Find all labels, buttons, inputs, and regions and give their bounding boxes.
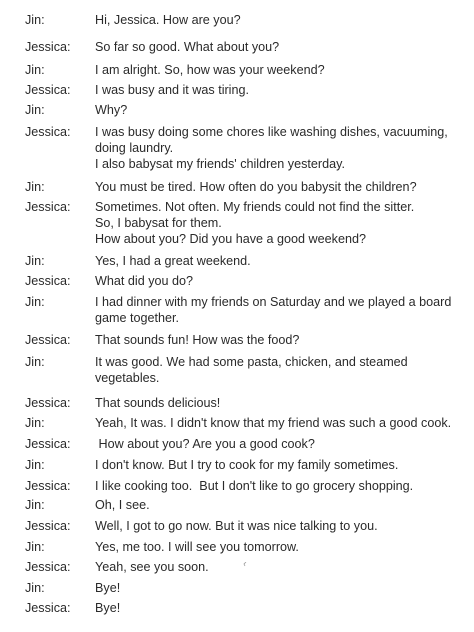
speaker-label: Jessica: — [25, 333, 71, 347]
utterance-line: That sounds delicious! — [95, 396, 221, 410]
speaker-label: Jin: — [25, 581, 45, 595]
utterance-line: So, I babysat for them. — [95, 216, 222, 230]
utterance — [95, 539, 465, 555]
utterance — [95, 253, 465, 269]
utterance — [95, 124, 465, 172]
utterance — [95, 273, 465, 289]
utterance-line: I was busy and it was tiring. — [95, 83, 249, 97]
speaker-label: Jessica: — [25, 479, 71, 493]
utterance — [95, 580, 465, 596]
speaker-label: Jin: — [25, 13, 45, 27]
speaker-label: Jessica: — [25, 40, 71, 54]
utterance — [95, 497, 465, 513]
utterance-line: I was busy doing some chores like washing dishes, vacuuming, — [95, 125, 448, 139]
speaker-label: Jessica: — [25, 519, 71, 533]
utterance — [95, 600, 465, 616]
utterance-line: Well, I got to go now. But it was nice talking to you. — [95, 519, 378, 533]
speaker-label: Jin: — [25, 355, 45, 369]
utterance — [95, 478, 465, 494]
utterance-line: What did you do? — [95, 274, 194, 288]
speaker-label: Jin: — [25, 416, 45, 430]
scan-speck — [243, 562, 247, 567]
speaker-label: Jin: — [25, 103, 45, 117]
speaker-label: Jessica: — [25, 200, 71, 214]
utterance — [95, 518, 465, 534]
utterance-line: Bye! — [95, 581, 121, 595]
utterance-line: game together. — [95, 311, 180, 325]
speaker-label: Jessica: — [25, 560, 71, 574]
utterance — [95, 415, 465, 431]
utterance — [95, 354, 465, 386]
utterance-line: How about you? Did you have a good weekend? — [95, 232, 366, 246]
speaker-label: Jin: — [25, 63, 45, 77]
utterance — [95, 179, 465, 195]
utterance-line: It was good. We had some pasta, chicken, and steamed — [95, 355, 408, 369]
utterance — [95, 199, 465, 247]
utterance-line: Hi, Jessica. How are you? — [95, 13, 241, 27]
speaker-label: Jin: — [25, 295, 45, 309]
utterance-line: How about you? Are you a good cook? — [95, 437, 315, 451]
utterance — [95, 559, 465, 575]
speaker-label: Jessica: — [25, 396, 71, 410]
utterance-line: I also babysat my friends' children yesterday. — [95, 157, 345, 171]
utterance-line: Yes, I had a great weekend. — [95, 254, 251, 268]
speaker-label: Jessica: — [25, 83, 71, 97]
utterance-line: Yeah, see you soon. — [95, 560, 209, 574]
utterance-line: Yeah, It was. I didn't know that my friend was such a good cook. — [95, 416, 452, 430]
speaker-label: Jessica: — [25, 274, 71, 288]
utterance-line: vegetables. — [95, 371, 160, 385]
speaker-label: Jin: — [25, 540, 45, 554]
utterance-line: Bye! — [95, 601, 121, 615]
utterance-line: I don't know. But I try to cook for my family sometimes. — [95, 458, 399, 472]
utterance-line: You must be tired. How often do you babysit the children? — [95, 180, 417, 194]
utterance-line: Yes, me too. I will see you tomorrow. — [95, 540, 299, 554]
utterance — [95, 395, 465, 411]
utterance-line: Sometimes. Not often. My friends could not find the sitter. — [95, 200, 415, 214]
utterance-line: Why? — [95, 103, 128, 117]
utterance-line: Oh, I see. — [95, 498, 150, 512]
utterance-line: doing laundry. — [95, 141, 174, 155]
utterance — [95, 102, 465, 118]
utterance — [95, 12, 465, 28]
speaker-label: Jessica: — [25, 437, 71, 451]
speaker-label: Jessica: — [25, 125, 71, 139]
utterance-line: I like cooking too. But I don't like to go grocery shopping. — [95, 479, 414, 493]
utterance — [95, 62, 465, 78]
speaker-label: Jin: — [25, 180, 45, 194]
speaker-label: Jin: — [25, 254, 45, 268]
speaker-label: Jin: — [25, 458, 45, 472]
utterance — [95, 457, 465, 473]
utterance-line: I had dinner with my friends on Saturday and we played a board — [95, 295, 452, 309]
speaker-label: Jin: — [25, 498, 45, 512]
utterance — [95, 332, 465, 348]
utterance-line: I am alright. So, how was your weekend? — [95, 63, 325, 77]
utterance — [95, 294, 465, 326]
utterance — [95, 436, 465, 452]
utterance — [95, 39, 465, 55]
utterance-line: So far so good. What about you? — [95, 40, 280, 54]
utterance — [95, 82, 465, 98]
utterance-line: That sounds fun! How was the food? — [95, 333, 300, 347]
speaker-label: Jessica: — [25, 601, 71, 615]
